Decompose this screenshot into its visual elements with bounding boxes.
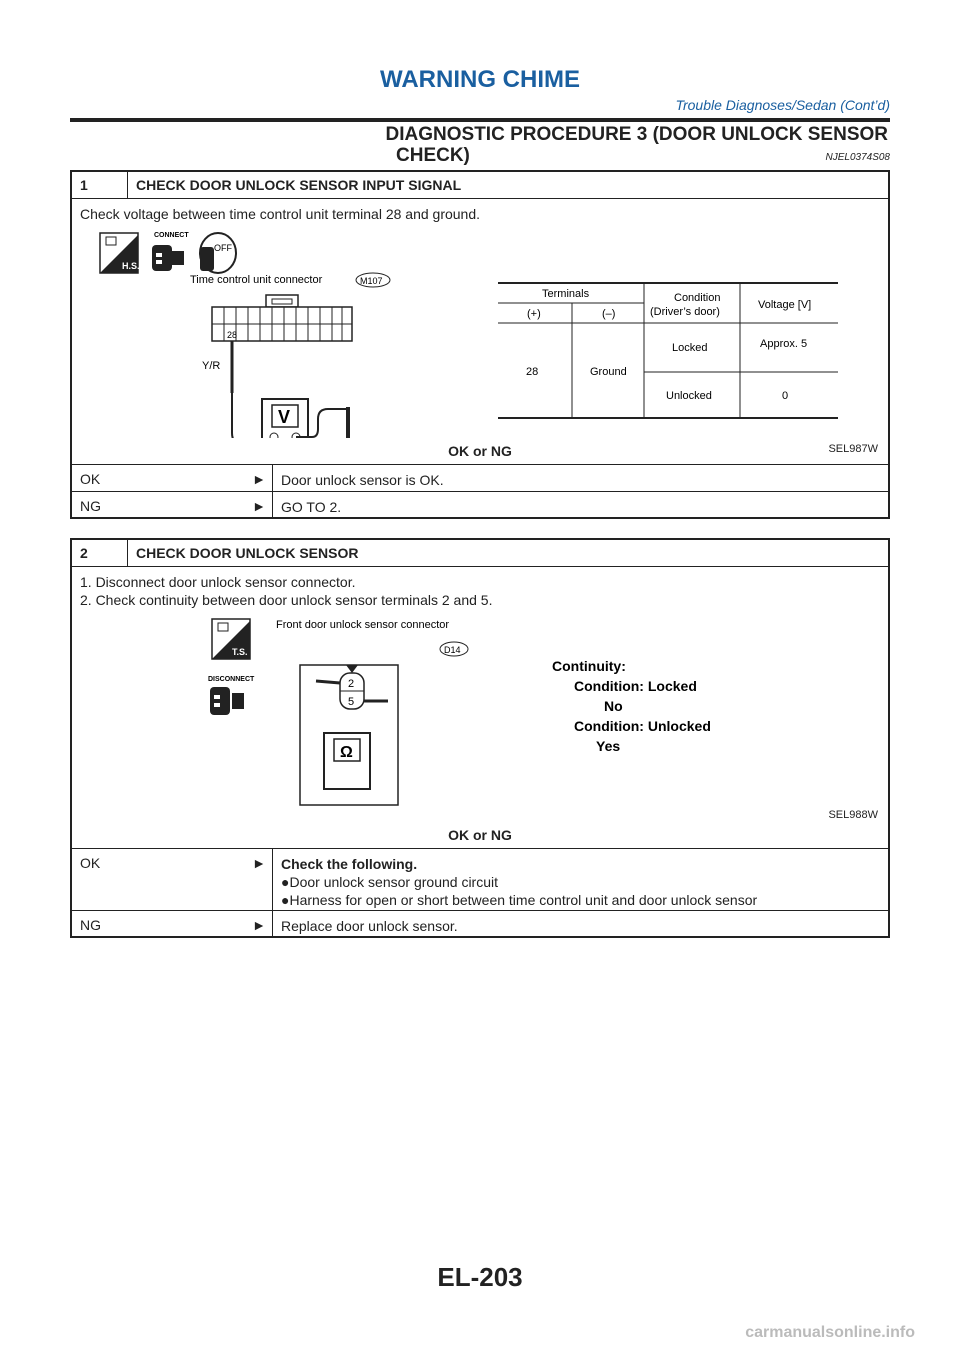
connect-icon-text: CONNECT: [154, 232, 189, 239]
table-header-terminals: Terminals: [542, 288, 590, 300]
table-cell-voltage-unlocked: 0: [782, 390, 789, 402]
step2-result-ng-label-cell: [72, 911, 272, 936]
step1-instruction: Check voltage between time control unit terminal 28 and ground.: [80, 206, 481, 222]
step1-number: 1: [72, 172, 128, 198]
step2-figure-id: SEL988W: [828, 809, 878, 821]
table-header-minus: (–): [602, 308, 616, 320]
step2-title: CHECK DOOR UNLOCK SENSOR: [136, 545, 359, 561]
page-header-subtitle: Trouble Diagnoses/Sedan (Cont’d): [675, 97, 890, 113]
key-icon-text: OFF: [214, 243, 232, 253]
step2-instructions: [72, 567, 888, 609]
step2-result-ok: [72, 849, 888, 911]
voltmeter-icon: [262, 399, 308, 438]
step2-instruction-1: 1. Disconnect door unlock sensor connector.: [80, 574, 356, 590]
step2-result-ok-action-title: Check the following.: [281, 856, 418, 872]
page-header-title: WARNING CHIME: [380, 66, 580, 93]
ignition-key-icon: [200, 233, 236, 273]
door-unlock-sensor-connector: [340, 665, 364, 709]
probe-a: [316, 681, 340, 683]
section-title: [0, 124, 888, 166]
step2-result-ok-label-cell: [72, 849, 272, 910]
connector-id-text: M107: [360, 276, 383, 286]
step2-body: [72, 567, 888, 849]
terminal-2-label: 2: [348, 678, 355, 690]
result-label: NG: [80, 498, 101, 514]
step2-connector-label: Front door unlock sensor connector: [276, 619, 450, 631]
table-cell-terminal-minus: Ground: [590, 366, 627, 378]
step2-result-ok-bullet-1: ●Door unlock sensor ground circuit: [281, 874, 498, 890]
wire-color-label: Y/R: [202, 360, 221, 372]
step1-figure-id: SEL987W: [828, 443, 878, 455]
section-title-line2: CHECK): [396, 145, 470, 166]
arrow-icon: ►: [252, 917, 266, 933]
step2-diagram: [72, 609, 888, 824]
step1-result-ng-action: GO TO 2.: [272, 492, 888, 517]
ohmmeter-symbol: Ω: [340, 744, 353, 761]
step1-result-ng-label-cell: [72, 492, 272, 517]
table-cell-condition-unlocked: Unlocked: [666, 390, 712, 402]
header-rule: [70, 118, 890, 122]
arrow-icon: ►: [252, 855, 266, 871]
ts-icon: [212, 619, 250, 659]
watermark: carmanualsonline.info: [745, 1324, 915, 1341]
table-header-voltage: Voltage [V]: [758, 299, 812, 311]
connector-id-badge: [356, 273, 390, 287]
voltage-table: [498, 283, 838, 418]
arrow-icon: ►: [252, 471, 266, 487]
page-code: EL-203: [437, 1262, 523, 1292]
table-cell-condition-locked: Locked: [672, 342, 708, 354]
ts-icon-text: T.S.: [232, 647, 248, 657]
disconnect-icon: [208, 676, 255, 715]
step1-result-ng: [72, 492, 888, 517]
step1-header: [72, 172, 888, 199]
connector-id-text: D14: [444, 645, 461, 655]
step2-result-ok-bullet-2: ●Harness for open or short between time control unit and door unlock sensor: [281, 892, 758, 908]
step2-result-ng: [72, 911, 888, 936]
step2-box: [70, 538, 890, 938]
value-locked: No: [604, 698, 623, 714]
table-header-condition-l2: (Driver’s door): [650, 306, 720, 318]
step1-connector-label: Time control unit connector: [190, 274, 323, 286]
table-cell-voltage-locked: Approx. 5: [760, 338, 808, 350]
result-label: OK: [80, 855, 101, 871]
result-label: NG: [80, 917, 101, 933]
condition-locked: Condition: Locked: [574, 678, 697, 694]
table-header-condition-l1: Condition: [674, 292, 721, 304]
terminal-5-label: 5: [348, 696, 355, 708]
value-unlocked: Yes: [596, 738, 621, 754]
section-id: NJEL0374S08: [825, 152, 890, 163]
connector-id-badge: [440, 642, 468, 656]
step2-result-ng-action: Replace door unlock sensor.: [272, 911, 888, 936]
section-title-line1: DIAGNOSTIC PROCEDURE 3 (DOOR UNLOCK SENSOR: [385, 124, 888, 145]
step2-ok-ng-label: OK or NG: [448, 827, 512, 843]
step1-title: CHECK DOOR UNLOCK SENSOR INPUT SIGNAL: [136, 177, 462, 193]
result-label: OK: [80, 471, 101, 487]
step1-ok-ng-label: OK or NG: [448, 443, 512, 459]
table-header-plus: (+): [527, 308, 541, 320]
hs-icon: [100, 233, 140, 273]
connect-icon: [152, 232, 189, 271]
ohmmeter-icon: [324, 733, 370, 789]
step1-result-ok-action: Door unlock sensor is OK.: [272, 465, 888, 491]
step2-figure: [72, 609, 888, 824]
voltmeter-symbol: V: [278, 407, 291, 427]
step1-diagram: [72, 223, 888, 438]
step2-instruction-2: 2. Check continuity between door unlock sensor terminals 2 and 5.: [80, 592, 493, 608]
continuity-spec: [552, 658, 711, 754]
step2-number: 2: [72, 540, 128, 566]
condition-unlocked: Condition: Unlocked: [574, 718, 711, 734]
continuity-title: Continuity:: [552, 658, 626, 674]
step2-header: [72, 540, 888, 567]
terminal-28-label: 28: [227, 330, 238, 340]
table-cell-terminal-plus: 28: [526, 366, 539, 378]
step1-box: [70, 170, 890, 519]
disconnect-icon-text: DISCONNECT: [208, 676, 255, 683]
step1-result-ok-label-cell: [72, 465, 272, 491]
time-control-unit-connector: [212, 295, 352, 341]
step2-result-ok-action: [272, 849, 888, 910]
step1-result-ok: [72, 465, 888, 492]
arrow-icon: ►: [252, 498, 266, 514]
step1-body: [72, 199, 888, 465]
hs-icon-text: H.S.: [122, 261, 140, 271]
